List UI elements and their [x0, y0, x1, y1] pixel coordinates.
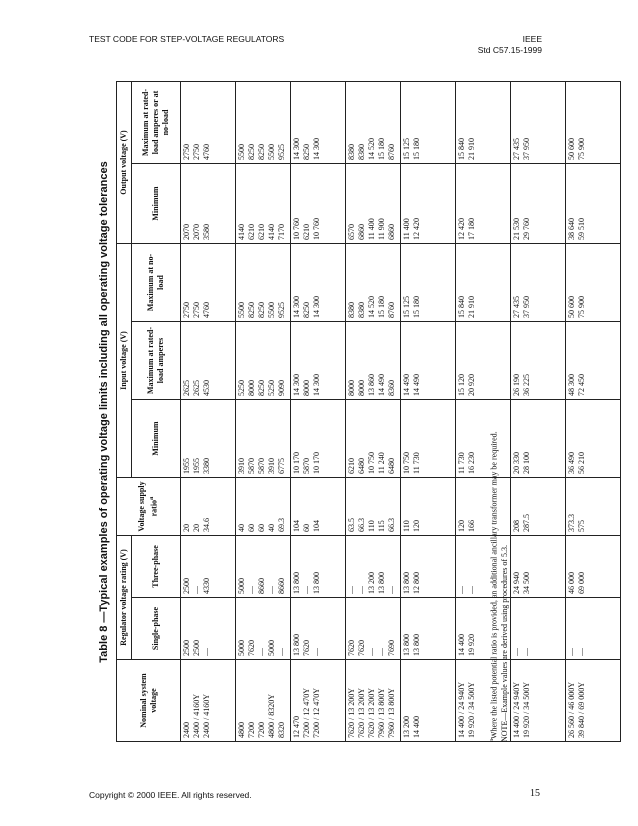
table-cell-nominal: 13 200 14 400	[401, 660, 456, 742]
table-row	[291, 81, 346, 741]
table-cell-in-max-noload: 2750 2750 4760	[181, 244, 236, 322]
table-cell-single: 7620 7620 — — 7690	[346, 598, 401, 660]
table-cell-in-min: 36 490 56 210	[566, 400, 621, 478]
table-cell-out-max: 15 125 15 180	[401, 81, 456, 163]
table-cell-in-max-rated: 5250 8000 8250 5250 9090	[236, 322, 291, 400]
table-cell-single: 2500 2500 —	[181, 598, 236, 660]
table-cell-ratio: 40 60 60 40 69.3	[236, 478, 291, 536]
table-cell-out-max: 8380 8380 14 520 15 180 8760	[346, 81, 401, 163]
table-cell-single: 13 800 13 800	[401, 598, 456, 660]
footnote-sup: a	[488, 739, 495, 742]
table-cell-ratio: 373.3 575	[566, 478, 621, 536]
table-cell-in-min: 6210 6480 10 750 11 240 6480	[346, 400, 401, 478]
footnote-a	[487, 82, 500, 742]
table-cell-ratio: 110 120	[401, 478, 456, 536]
table-cell-ratio: 208 287.5	[511, 478, 566, 536]
running-header-ieee: IEEE	[522, 34, 542, 44]
table-cell-in-max-rated: 14 490 14 490	[401, 322, 456, 400]
table-body	[181, 81, 621, 741]
table-cell-three: 24 940 34 500	[511, 536, 566, 598]
table-title: Table 8 —Typical examples of operating voltage limits including all operating voltage tolerances	[98, 161, 110, 663]
table-cell-ratio: 120 166	[456, 478, 511, 536]
table-cell-out-max: 27 435 37 950	[511, 81, 566, 163]
table-cell-ratio: 63.5 66.3 110 115 66.3	[346, 478, 401, 536]
table-cell-in-max-rated: 14 300 8000 14 300	[291, 322, 346, 400]
voltage-limits-table	[116, 81, 621, 742]
group-header-output: Output voltage (V)	[117, 81, 132, 243]
table-cell-nominal: 2400 2400 / 4160Y 2400 / 4160Y	[181, 660, 236, 742]
table-cell-out-max: 5500 8250 8250 5500 9525	[236, 81, 291, 163]
table-cell-ratio: 104 60 104	[291, 478, 346, 536]
ratio-label: Voltage supply ratio	[137, 481, 159, 532]
table-cell-out-min: 6570 6860 11 400 11 900 6860	[346, 164, 401, 244]
table-cell-out-min: 21 530 29 760	[511, 164, 566, 244]
table-cell-out-min: 4140 6210 6210 4140 7170	[236, 164, 291, 244]
col-header-out-min: Minimum	[132, 164, 181, 244]
table-cell-in-max-noload: 14 300 8250 14 300	[291, 244, 346, 322]
table-cell-out-max: 50 600 75 900	[566, 81, 621, 163]
col-header-three: Three-phase	[132, 536, 181, 598]
table-cell-three: — —	[456, 536, 511, 598]
col-header-in-max-noload: Maximum at no-load	[132, 244, 181, 322]
table-cell-nominal: 4800 7200 7200 4800 / 8320Y 8320	[236, 660, 291, 742]
col-header-out-max: Maximum at rated-load amperes or at no-load	[132, 81, 181, 163]
table-cell-in-max-noload: 8380 8380 14 520 15 180 8760	[346, 244, 401, 322]
table-row	[566, 81, 621, 741]
table-cell-single: — —	[566, 598, 621, 660]
col-header-single: Single-phase	[132, 598, 181, 660]
table-cell-in-min: 10 750 11 730	[401, 400, 456, 478]
table-row	[236, 81, 291, 741]
group-header-input: Input voltage (V)	[117, 244, 132, 478]
table-cell-single: 13 800 7620 —	[291, 598, 346, 660]
table-cell-single: 5000 7620 — 5000 —	[236, 598, 291, 660]
table-cell-in-min: 1955 1955 3380	[181, 400, 236, 478]
table-cell-single: 14 400 19 920	[456, 598, 511, 660]
table-cell-three: 5000 — 8660 — 8660	[236, 536, 291, 598]
rotated-table-block	[94, 82, 586, 742]
table-cell-in-min: 3910 5870 5870 3910 6775	[236, 400, 291, 478]
table-note: NOTE—Example values are derived using procedures of 5.3.	[499, 544, 509, 742]
table-cell-nominal: 14 400 / 24 940Y 19 920 / 34 500Y	[456, 660, 511, 742]
col-header-in-max-rated: Maximum at rated-load amperes	[132, 322, 181, 400]
table-row	[511, 81, 566, 741]
table-row	[181, 81, 236, 741]
page-number: 15	[530, 788, 540, 799]
table-cell-out-min: 38 640 59 510	[566, 164, 621, 244]
table-cell-nominal: 26 560 / 46 000Y 39 840 / 69 000Y	[566, 660, 621, 742]
table-cell-out-max: 14 300 8250 14 300	[291, 81, 346, 163]
table-footnotes	[487, 82, 510, 742]
table-cell-in-min: 11 730 16 230	[456, 400, 511, 478]
table-cell-out-min: 2070 2070 3580	[181, 164, 236, 244]
table-cell-in-max-noload: 50 600 75 900	[566, 244, 621, 322]
running-header-title: TEST CODE FOR STEP-VOLTAGE REGULATORS	[89, 34, 285, 44]
footnote-text: Where the listed potential ratio is provided, an additional ancillary transformer may be required.	[489, 431, 499, 740]
table-cell-in-max-rated: 48 300 72 450	[566, 322, 621, 400]
table-cell-ratio: 20 20 34.6	[181, 478, 236, 536]
table-cell-nominal: 14 400 / 24 940Y 19 920 / 34 500Y	[511, 660, 566, 742]
table-cell-out-min: 12 420 17 180	[456, 164, 511, 244]
col-header-ratio	[117, 478, 181, 536]
table-cell-out-max: 15 840 21 910	[456, 81, 511, 163]
running-header-std: Std C57.15-1999	[477, 45, 542, 55]
table-cell-in-max-noload: 15 840 21 910	[456, 244, 511, 322]
table-cell-three: 2500 — 4330	[181, 536, 236, 598]
table-cell-in-max-rated: 2625 2625 4530	[181, 322, 236, 400]
table-cell-in-min: 20 330 28 100	[511, 400, 566, 478]
table-cell-nominal: 7620 / 13 200Y 7620 / 13 200Y 7620 / 13 200Y 7960 / 13 800Y 7960 / 13 800Y	[346, 660, 401, 742]
table-row	[401, 81, 456, 741]
table-row	[346, 81, 401, 741]
table-cell-out-min: 10 760 6210 10 760	[291, 164, 346, 244]
table-cell-in-max-noload: 5500 8250 8250 5500 9525	[236, 244, 291, 322]
table-cell-in-max-rated: 26 190 36 225	[511, 322, 566, 400]
table-cell-out-min: 11 400 12 420	[401, 164, 456, 244]
table-cell-three: — — 13 200 13 800 —	[346, 536, 401, 598]
table-cell-in-max-rated: 15 120 20 920	[456, 322, 511, 400]
col-header-in-min: Minimum	[132, 400, 181, 478]
ratio-sup: a	[148, 496, 156, 500]
table-cell-single: — —	[511, 598, 566, 660]
group-header-regulator: Regulator voltage rating (V)	[117, 536, 132, 660]
table-cell-in-min: 10 170 5870 10 170	[291, 400, 346, 478]
table-cell-in-max-noload: 15 125 15 180	[401, 244, 456, 322]
col-header-nominal: Nominal system voltage	[117, 660, 181, 742]
copyright-footer: Copyright © 2000 IEEE. All rights reserved.	[89, 790, 252, 800]
table-cell-out-max: 2750 2750 4760	[181, 81, 236, 163]
table-cell-three: 13 800 12 800	[401, 536, 456, 598]
table-cell-three: 13 800 — 13 800	[291, 536, 346, 598]
table-cell-in-max-rated: 8000 8000 13 860 14 490 8360	[346, 322, 401, 400]
table-cell-in-max-noload: 27 435 37 950	[511, 244, 566, 322]
table-cell-three: 46 000 69 000	[566, 536, 621, 598]
table-cell-nominal: 12 470 7200 / 12 470Y 7200 / 12 470Y	[291, 660, 346, 742]
